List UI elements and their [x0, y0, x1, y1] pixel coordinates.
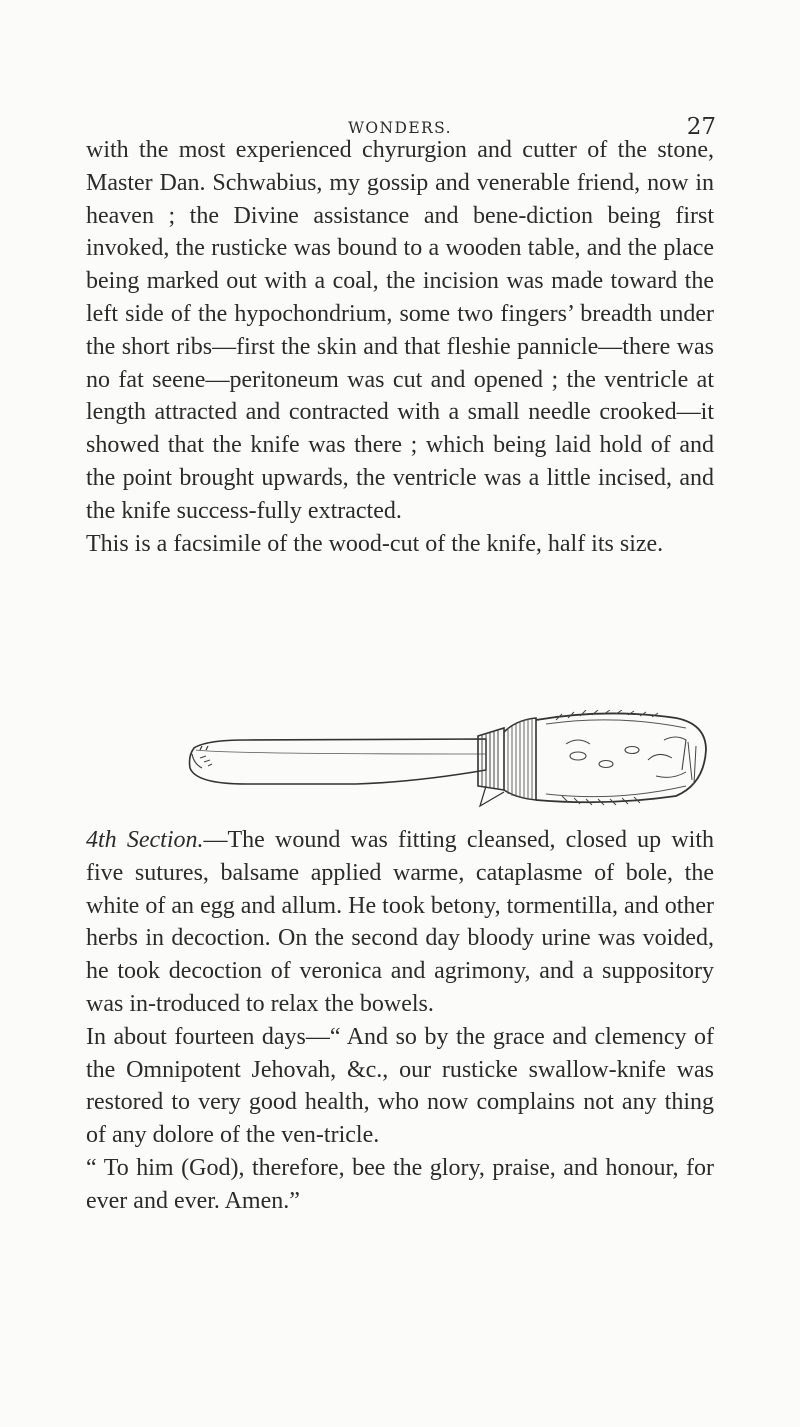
section-label: 4th Section.: [86, 827, 204, 853]
paragraph-1: with the most experienced chyrurgion and cutter of the stone, Master Dan. Schwabius, my gossip and venerable friend, now in heaven ; the Divine assistance and bene-diction being first invoked, the rusticke was bound to a wooden table, and the place being marked out with a coal, the incision was made toward the left side of the hypochondrium, some two fingers’ breadth under the short ribs—first the skin and that fleshie pannicle—there was no fat seene—peritoneum was cut and opened ; the ventricle at length attracted and contracted with a small needle crooked—it showed that the knife was there ; which being laid hold of and the point brought upwards, the ventricle was a little incised, and the knife success-fully extracted.: [86, 137, 714, 524]
page-number: 27: [686, 114, 716, 140]
running-title: WONDERS.: [348, 119, 452, 137]
paragraph-3: [86, 824, 714, 1021]
text-block-lower: [86, 824, 714, 1218]
paragraph-4: In about fourteen days—“ And so by the grace and clemency of the Omnipotent Jehovah, &c., our rusticke swallow-knife was restored to very good health, who now complains not any thing of any dolore of the ven-tricle.: [86, 1023, 714, 1149]
knife-figure: [186, 710, 716, 820]
paragraph-3-text: —The wound was fitting cleansed, closed up with five sutures, balsame applied warme, cataplasme of bole, the white of an egg and allum. He took betony, tormentilla, and other herbs in decoction. On the second day bloody urine was voided, he took decoction of veronica and agrimony, and a suppository was in-troduced to relax the bowels.: [86, 827, 715, 1017]
paragraph-5: “ To him (God), therefore, bee the glory, praise, and honour, for ever and ever. Amen.”: [86, 1154, 714, 1214]
knife-woodcut-icon: [186, 710, 716, 820]
text-block-upper: [86, 134, 714, 560]
paragraph-2: [86, 528, 714, 561]
paragraph-2-text: This is a facsimile of the wood-cut of the knife, half its size.: [86, 530, 664, 557]
